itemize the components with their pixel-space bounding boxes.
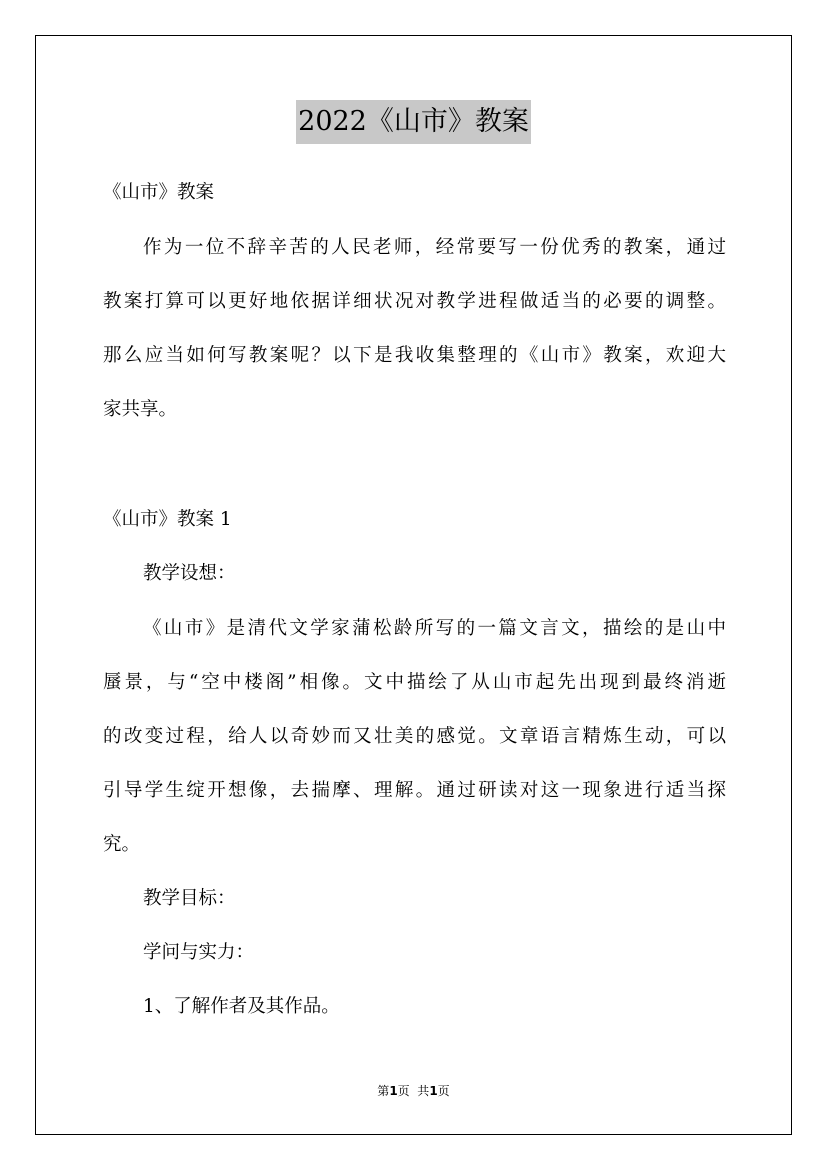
footer-suffix: 页 bbox=[437, 1084, 450, 1098]
document-title-wrap bbox=[0, 100, 827, 144]
footer-page-total: 1 bbox=[429, 1084, 438, 1098]
footer-prefix: 第 bbox=[377, 1084, 390, 1098]
teaching-idea-line-1: 《山市》是清代文学家蒲松龄所写的一篇文言文，描绘的是山中 bbox=[143, 618, 726, 639]
intro-line-1: 作为一位不辞辛苦的人民老师，经常要写一份优秀的教案，通过 bbox=[143, 237, 726, 258]
teaching-idea-line-5: 究。 bbox=[103, 834, 141, 855]
intro-line-3: 那么应当如何写教案呢？以下是我收集整理的《山市》教案，欢迎大 bbox=[103, 345, 726, 366]
section-heading: 《山市》教案 1 bbox=[103, 509, 232, 530]
teaching-idea-line-2: 蜃景，与“空中楼阁”相像。文中描绘了从山市起先出现到最终消逝 bbox=[103, 672, 726, 693]
intro-line-2: 教案打算可以更好地依据详细状况对教学进程做适当的必要的调整。 bbox=[103, 291, 726, 312]
heading: 《山市》教案 bbox=[103, 182, 215, 203]
page-footer bbox=[0, 1082, 827, 1099]
goals-label: 教学目标： bbox=[143, 888, 236, 909]
teaching-idea-line-4: 引导学生绽开想像，去揣摩、理解。通过研读对这一现象进行适当探 bbox=[103, 780, 726, 801]
teaching-idea-label: 教学设想： bbox=[143, 563, 236, 584]
teaching-idea-line-3: 的改变过程，给人以奇妙而又壮美的感觉。文章语言精炼生动，可以 bbox=[103, 726, 726, 747]
footer-page-number: 1 bbox=[389, 1084, 398, 1098]
intro-line-4: 家共享。 bbox=[103, 399, 178, 420]
knowledge-label: 学问与实力： bbox=[143, 942, 255, 963]
goal-item-1: 1、了解作者及其作品。 bbox=[143, 996, 340, 1017]
document-title: 2022《山市》教案 bbox=[296, 100, 531, 144]
footer-mid: 页 共 bbox=[397, 1084, 430, 1098]
